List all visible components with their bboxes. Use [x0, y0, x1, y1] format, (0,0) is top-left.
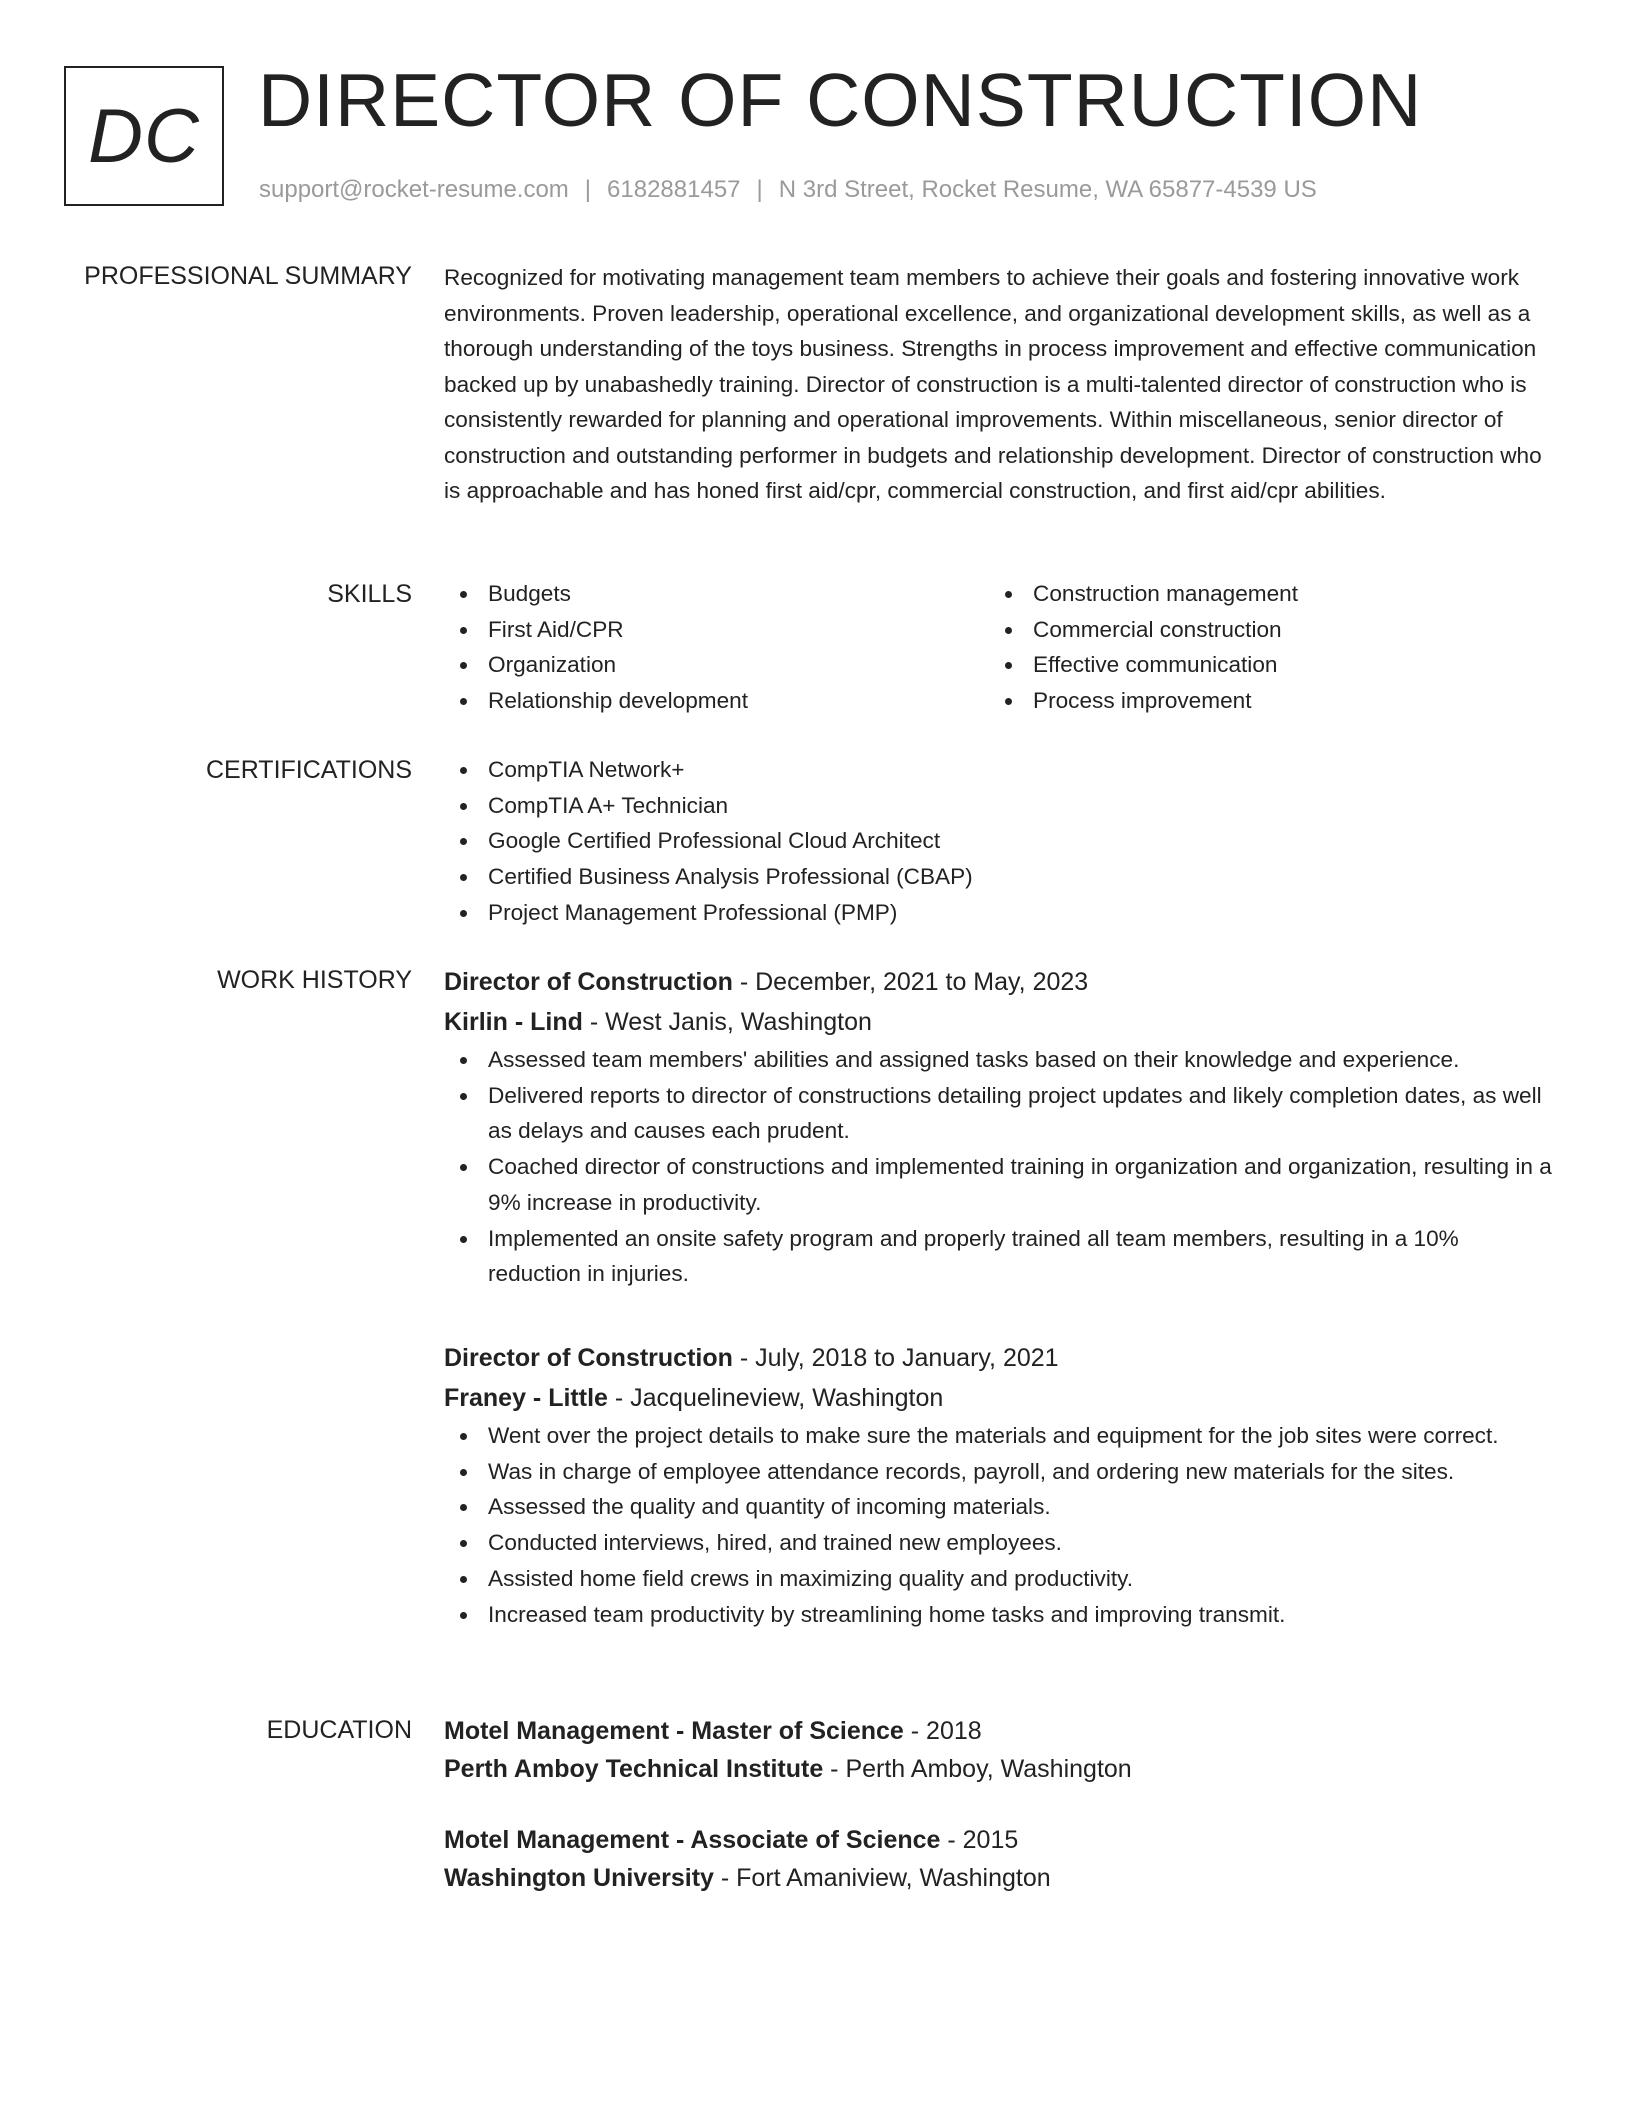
job-company: Franey - Little [444, 1384, 608, 1412]
section-title-work-history: WORK HISTORY [217, 966, 412, 994]
address-text: N 3rd Street, Rocket Resume, WA 65877-4539 US [778, 176, 1317, 203]
section-title-summary: PROFESSIONAL SUMMARY [84, 262, 412, 290]
section-title-certifications: CERTIFICATIONS [205, 756, 412, 784]
job-bullet: Was in charge of employee attendance records, payroll, and ordering new materials for the sites. [444, 1454, 1554, 1490]
page-title: DIRECTOR OF CONSTRUCTION [258, 58, 1423, 142]
job-bullet: Assessed team members' abilities and assigned tasks based on their knowledge and experience. [444, 1042, 1554, 1078]
certification-item: Google Certified Professional Cloud Architect [444, 823, 1554, 859]
skill-item: Commercial construction [989, 612, 1534, 648]
job-company-line [444, 1378, 1554, 1418]
job-dates: - December, 2021 to May, 2023 [732, 968, 1089, 996]
job-bullet: Increased team productivity by streamlining home tasks and improving transmit. [444, 1597, 1554, 1633]
contact-separator: | [584, 176, 592, 203]
skills-list-right [989, 576, 1534, 719]
certification-item: CompTIA Network+ [444, 752, 1554, 788]
education-year: - 2015 [940, 1826, 1019, 1854]
skill-item: Relationship development [444, 683, 989, 719]
certification-item: Project Management Professional (PMP) [444, 895, 1554, 931]
job-bullet: Went over the project details to make sure the materials and equipment for the job sites were correct. [444, 1418, 1554, 1454]
job-title-line [444, 1338, 1554, 1378]
education-degree-line [444, 1821, 1554, 1859]
education-school-line [444, 1859, 1554, 1897]
skill-item: First Aid/CPR [444, 612, 989, 648]
education-school: Perth Amboy Technical Institute [444, 1755, 824, 1783]
job-role: Director of Construction [444, 1344, 733, 1372]
skills-list-left [444, 576, 989, 719]
certification-item: Certified Business Analysis Professional (CBAP) [444, 859, 1554, 895]
skill-item: Process improvement [989, 683, 1534, 719]
job-entry [444, 1338, 1554, 1632]
job-bullet-list [444, 1418, 1554, 1632]
contact-separator: | [756, 176, 763, 203]
skill-item: Effective communication [989, 647, 1534, 683]
phone-text: 6182881457 [607, 176, 741, 203]
education-school: Washington University [444, 1864, 714, 1892]
job-bullet: Assisted home field crews in maximizing quality and productivity. [444, 1561, 1554, 1597]
job-entry [444, 962, 1554, 1292]
education-degree: Motel Management - Associate of Science [444, 1826, 941, 1854]
job-title-line [444, 962, 1554, 1002]
job-bullet: Implemented an onsite safety program and properly trained all team members, resulting in a 10% reduction in injuries. [444, 1221, 1554, 1292]
education-school-line [444, 1750, 1554, 1788]
skill-item: Construction management [989, 576, 1534, 612]
job-location: - West Janis, Washington [582, 1008, 872, 1036]
section-title-skills: SKILLS [327, 580, 412, 608]
job-bullet: Delivered reports to director of constructions detailing project updates and likely completion dates, as well as delays and causes each prudent. [444, 1078, 1554, 1149]
job-bullet-list [444, 1042, 1554, 1292]
education-location: - Perth Amboy, Washington [823, 1755, 1132, 1783]
job-bullet: Coached director of constructions and implemented training in organization and organization, resulting in a 9% increase in productivity. [444, 1149, 1554, 1220]
education-entry [444, 1712, 1554, 1788]
job-location: - Jacquelineview, Washington [607, 1384, 944, 1412]
monogram-logo: DC [64, 66, 224, 206]
job-bullet: Assessed the quality and quantity of incoming materials. [444, 1489, 1554, 1525]
education-year: - 2018 [903, 1717, 982, 1745]
education-location: - Fort Amaniview, Washington [713, 1864, 1051, 1892]
education-degree-line [444, 1712, 1554, 1750]
certifications-list [444, 752, 1554, 931]
education-degree: Motel Management - Master of Science [444, 1717, 904, 1745]
skill-item: Organization [444, 647, 989, 683]
job-dates: - July, 2018 to January, 2021 [732, 1344, 1059, 1372]
contact-line [259, 173, 1317, 207]
section-title-education: EDUCATION [266, 1716, 412, 1744]
skill-item: Budgets [444, 576, 989, 612]
summary-text: Recognized for motivating management team members to achieve their goals and fostering innovative work environments. Proven leadership, operational excellence, and organizational development skills, as well as a thorough understanding of the toys business. Strengths in process improvement and effective communication backed up by unabashedly training. Director of construction is a multi-talented director of construction who is consistently rewarded for planning and operational improvements. Within miscellaneous, senior director of construction and outstanding performer in budgets and relationship development. Director of construction who is approachable and has honed first aid/cpr, commercial construction, and first aid/cpr abilities. [444, 265, 1542, 503]
job-role: Director of Construction [444, 968, 733, 996]
job-bullet: Conducted interviews, hired, and trained new employees. [444, 1525, 1554, 1561]
certification-item: CompTIA A+ Technician [444, 788, 1554, 824]
job-company: Kirlin - Lind [444, 1008, 583, 1036]
email-text: support@rocket-resume.com [259, 176, 569, 203]
education-entry [444, 1821, 1554, 1897]
job-company-line [444, 1002, 1554, 1042]
